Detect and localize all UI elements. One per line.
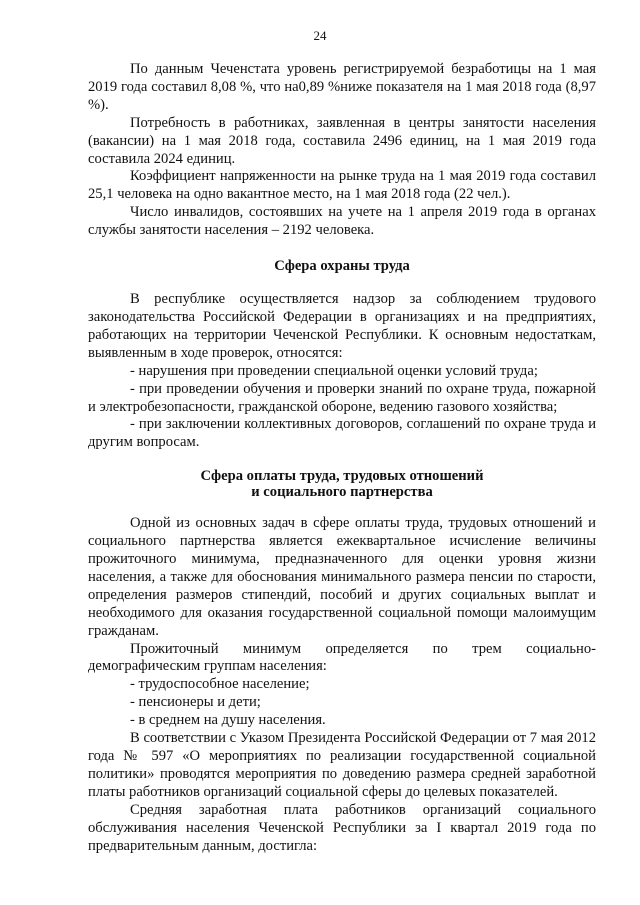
paragraph-subsistence-minimum: Одной из основных задач в сфере оплаты труда, трудовых отношений и социального партнерства является ежеквартальное исчисление величины прожиточного минимума, предназначенного для оценки уровня жизни населения, а также для обоснования минимального размера пенсии по старости, определения размеров стипендий, пособий и других социальных выплат и необходимого для оказания государственной социальной помощи малоимущим гражданам. <box>88 515 596 639</box>
paragraph-labor-supervision: В республике осуществляется надзор за соблюдением трудового законодательства Российской Федерации в организациях и на предприятиях, работающих на территории Чеченской Республики. К основным недостаткам, выявленным в ходе проверок, относятся: <box>88 291 596 361</box>
paragraph-vacancies: Потребность в работниках, заявленная в центры занятости населения (вакансии) на 1 мая 2018 года, составила 2496 единиц, на 1 мая 2019 года составила 2024 единиц. <box>88 114 596 167</box>
list-item: - при заключении коллективных договоров, соглашений по охране труда и другим вопросам. <box>88 416 596 451</box>
list-item: - при проведении обучения и проверки знаний по охране труда, пожарной и электробезопасности, гражданской обороне, ведению газового хозяйства; <box>88 380 596 415</box>
paragraph-average-wage: Средняя заработная плата работников организаций социального обслуживания населения Чеченской Республики за I квартал 2019 года по предварительным данным, достигла: <box>88 801 596 854</box>
list-item: - пенсионеры и дети; <box>130 694 261 711</box>
section-heading-wages-line2: и социального партнерства <box>251 484 433 501</box>
page-number: 24 <box>313 28 327 43</box>
document-body <box>88 61 596 855</box>
list-item: - в среднем на душу населения. <box>130 712 326 729</box>
paragraph-presidential-decree: В соответствии с Указом Президента Российской Федерации от 7 мая 2012 года № 597 «О мероприятиях по реализации государственной социальной политики» проводятся мероприятия по доведению размера средней заработной платы работников организаций социальной сферы до целевых показателей. <box>88 730 596 800</box>
paragraph-unemployment: По данным Чеченстата уровень регистрируемой безработицы на 1 мая 2019 года составил 8,08 %, что на0,89 %ниже показателя на 1 мая 2018 года (8,97 %). <box>88 61 596 113</box>
paragraph-disabled-count: Число инвалидов, состоявших на учете на 1 апреля 2019 года в органах службы занятости населения – 2192 человека. <box>88 204 596 239</box>
section-heading-wages <box>88 468 596 500</box>
list-item: - нарушения при проведении специальной оценки условий труда; <box>130 362 538 379</box>
paragraph-demographic-groups: Прожиточный минимум определяется по трем социально-демографическим группам населения: <box>88 640 596 675</box>
section-heading-wages-line1: Сфера оплаты труда, трудовых отношений <box>200 468 484 485</box>
list-item: - трудоспособное население; <box>130 676 310 693</box>
section-heading-labor-protection: Сфера охраны труда <box>274 258 410 275</box>
paragraph-tension-coefficient: Коэффициент напряженности на рынке труда на 1 мая 2019 года составил 25,1 человека на одно вакантное место, на 1 мая 2018 года (22 чел.). <box>88 168 596 203</box>
